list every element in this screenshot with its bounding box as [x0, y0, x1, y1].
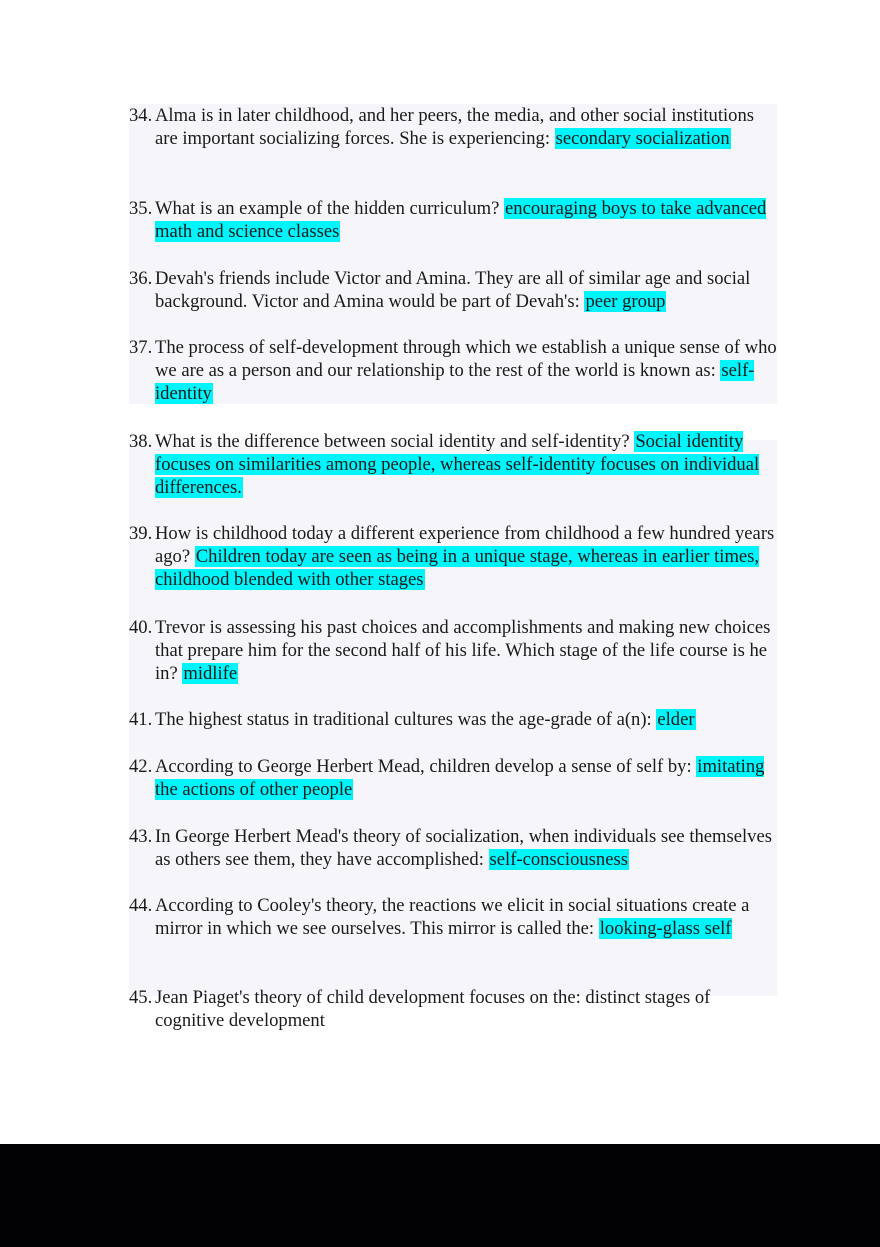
question-item	[129, 986, 777, 1032]
question-text: According to George Herbert Mead, children develop a sense of self by:	[155, 756, 697, 777]
question-number: 35.	[129, 198, 153, 219]
question-item	[129, 894, 777, 940]
question-text: Trevor is assessing his past choices and accomplishments and making new choices that prepare him for the second half of his life. Which stage of the life course is he in?	[155, 617, 771, 684]
answer-highlight: secondary socialization	[555, 128, 730, 149]
question-item	[129, 267, 777, 313]
question-text: Jean Piaget's theory of child development focuses on the:	[155, 987, 586, 1008]
question-number: 42.	[129, 756, 153, 777]
question-number: 38.	[129, 431, 153, 452]
answer-highlight: self-consciousness	[489, 849, 628, 870]
question-text: In George Herbert Mead's theory of socialization, when individuals see themselves as others see them, they have accomplished:	[155, 826, 772, 870]
question-text: What is an example of the hidden curriculum?	[155, 198, 505, 219]
question-item	[129, 522, 777, 591]
question-text: Alma is in later childhood, and her peers, the media, and other social institutions are important socializing forces. She is experiencing:	[155, 105, 754, 149]
answer-text: distinct stages of cognitive development	[155, 987, 711, 1031]
question-item	[129, 336, 777, 405]
question-text: How is childhood today a different experience from childhood a few hundred years ago?	[155, 523, 775, 567]
answer-highlight: encouraging boys to take advanced math and science classes	[155, 198, 767, 242]
question-number: 39.	[129, 523, 153, 544]
question-number: 41.	[129, 709, 153, 730]
answer-highlight: looking-glass self	[599, 918, 732, 939]
question-text: What is the difference between social identity and self-identity?	[155, 431, 635, 452]
question-text: Devah's friends include Victor and Amina. They are all of similar age and social background. Victor and Amina would be part of Devah's:	[155, 268, 751, 312]
answer-highlight: peer group	[585, 291, 666, 312]
question-text: The highest status in traditional cultures was the age-grade of a(n):	[155, 709, 657, 730]
answer-highlight: self-identity	[155, 360, 755, 404]
answer-highlight: Social identity focuses on similarities among people, whereas self-identity focuses on individual differences.	[155, 431, 760, 498]
question-number: 43.	[129, 826, 153, 847]
question-number: 45.	[129, 987, 153, 1008]
question-item	[129, 616, 777, 685]
answer-highlight: Children today are seen as being in a unique stage, whereas in earlier times, childhood blended with other stages	[155, 546, 760, 590]
question-item	[129, 430, 777, 499]
question-number: 37.	[129, 337, 153, 358]
question-item	[129, 825, 777, 871]
question-number: 40.	[129, 617, 153, 638]
answer-highlight: elder	[657, 709, 695, 730]
question-text: According to Cooley's theory, the reactions we elicit in social situations create a mirror in which we see ourselves. This mirror is called the:	[155, 895, 750, 939]
question-item	[129, 104, 777, 150]
question-item	[129, 708, 777, 731]
answer-highlight: midlife	[183, 663, 238, 684]
question-text: The process of self-development through which we establish a unique sense of who we are as a person and our relationship to the rest of the world is known as:	[155, 337, 777, 381]
question-item	[129, 755, 777, 801]
question-number: 36.	[129, 268, 153, 289]
answer-highlight: imitating the actions of other people	[155, 756, 765, 800]
question-number: 44.	[129, 895, 153, 916]
question-item	[129, 197, 777, 243]
letterbox-bar	[0, 1144, 880, 1247]
question-number: 34.	[129, 105, 153, 126]
